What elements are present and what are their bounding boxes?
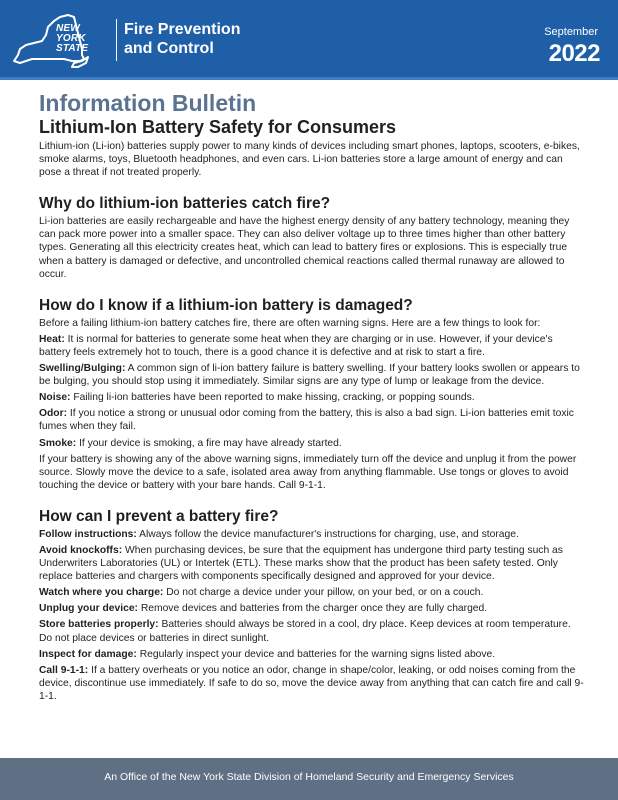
logo-line-york: YORK: [56, 33, 86, 44]
warning-sign-smoke: [39, 437, 585, 450]
tip-unplug: [39, 602, 585, 615]
term-label: Inspect for damage:: [39, 648, 137, 660]
term-text: Do not charge a device under your pillow, on your bed, or on a couch.: [163, 587, 484, 599]
tip-call-911: [39, 664, 585, 703]
tip-avoid-knockoffs: [39, 544, 585, 583]
nys-logo: [12, 11, 262, 71]
warning-sign-swelling: [39, 362, 585, 388]
warning-sign-noise: [39, 391, 585, 404]
warning-sign-odor: [39, 407, 585, 433]
term-text: Remove devices and batteries from the charger once they are fully charged.: [137, 603, 488, 615]
warning-sign-heat: [39, 333, 585, 359]
term-label: Follow instructions:: [39, 528, 137, 540]
issue-year: 2022: [548, 40, 600, 67]
section-heading-why-fire: Why do lithium-ion batteries catch fire?: [39, 195, 331, 213]
intro-paragraph: Lithium-ion (Li-ion) batteries supply power to many kinds of devices including smart phones, laptops, scooters, e-bikes, smoke alarms, toys, Bluetooth headphones, and even cars. Li-ion batteries store a large amount of energy and can pose a threat if not treated properly.: [39, 141, 580, 179]
logo-wordmark: [56, 24, 88, 54]
term-label: Odor:: [39, 408, 68, 420]
term-text: If you notice a strong or unusual odor coming from the battery, this is also a bad sign. Li-ion batteries emit toxic fumes when they fail.: [39, 408, 574, 433]
section-intro-damaged: Before a failing lithium-ion battery catches fire, there are often warning signs. Here are a few things to look for:: [39, 317, 541, 329]
term-text: Always follow the device manufacturer's instructions for charging, use, and storage.: [136, 528, 519, 540]
document-title: Lithium-Ion Battery Safety for Consumers: [39, 117, 397, 137]
section-heading-damaged: How do I know if a lithium-ion battery is damaged?: [39, 296, 413, 314]
term-label: Watch where you charge:: [39, 587, 164, 599]
term-text: Regularly inspect your device and batteries for the warning signs listed above.: [136, 648, 496, 660]
tip-inspect: [39, 648, 585, 661]
footer-text: An Office of the New York State Division of Homeland Security and Emergency Services: [104, 771, 514, 783]
agency-line-2: and Control: [124, 40, 214, 57]
logo-divider: [116, 19, 117, 61]
term-text: When purchasing devices, be sure that the equipment has undergone third party testing such as Underwriters Laboratories (UL) or Intertek (ETL). These marks show that the product has been safety tested. Only replace batteries and chargers with components specifically designed and approved for your device.: [39, 544, 563, 583]
term-text: Batteries should always be stored in a cool, dry place. Keep devices at room temperature. Do not place devices or batteries in direct sunlight.: [39, 619, 571, 644]
term-label: Heat:: [39, 333, 65, 345]
term-label: Avoid knockoffs:: [39, 544, 123, 556]
agency-name: [124, 20, 240, 58]
tip-store-properly: [39, 618, 585, 644]
term-label: Store batteries properly:: [39, 619, 159, 631]
term-text: If a battery overheats or you notice an odor, change in shape/color, leaking, or odd noises coming from the device, discontinue use immediately. If safe to do so, move the device away from anything that can catch fire and call 9-1-1.: [39, 664, 584, 702]
term-label: Unplug your device:: [39, 603, 138, 615]
header-stripe: [0, 77, 618, 80]
footer-band: [0, 758, 618, 800]
term-label: Noise:: [39, 392, 71, 404]
term-label: Call 9-1-1:: [39, 664, 89, 676]
section-closing-damaged: If your battery is showing any of the above warning signs, immediately turn off the device and unplug it from the power source. Slowly move the device to a safe, isolated area away from anything flammable. Use tongs or gloves to avoid touching the device or battery with your bare hands. Call 9-1-1.: [39, 453, 577, 491]
agency-line-1: Fire Prevention: [124, 21, 241, 38]
bulletin-title: Information Bulletin: [39, 90, 257, 116]
term-text: It is normal for batteries to generate some heat when they are charging or in use. However, if your device's battery feels extremely hot to touch, there is a good chance it is defective and at risk to start a fire.: [39, 333, 553, 358]
bulletin-body: [39, 90, 585, 706]
term-label: Swelling/Bulging:: [39, 363, 126, 375]
issue-month: September: [544, 26, 598, 38]
logo-line-new: NEW: [56, 23, 80, 34]
section-paragraph-why-fire: Li-ion batteries are easily rechargeable and have the highest energy density of any battery technology, meaning they can pack more power into a smaller space. They can also deliver voltage up to three times higher than other battery types. Generating all this electricity creates heat, which can lead to battery fires or explosions. This is especially true when a battery is damaged or defective, and uncontrolled chemical reactions called thermal runaway are allowed to occur.: [39, 216, 570, 280]
header-band: [0, 0, 618, 80]
term-text: Failing li-ion batteries have been reported to make hissing, cracking, or popping sounds.: [70, 392, 475, 404]
term-label: Smoke:: [39, 437, 77, 449]
tip-follow-instructions: [39, 528, 585, 541]
logo-line-state: STATE: [56, 43, 89, 54]
term-text: If your device is smoking, a fire may have already started.: [76, 437, 342, 449]
term-text: A common sign of li-ion battery failure is battery swelling. If your battery looks swollen or appears to be bulging, you should stop using it immediately. Similar signs are any type of lump or leakage from the device.: [39, 363, 580, 388]
tip-watch-charging: [39, 586, 585, 599]
section-heading-prevent: How can I prevent a battery fire?: [39, 507, 279, 525]
